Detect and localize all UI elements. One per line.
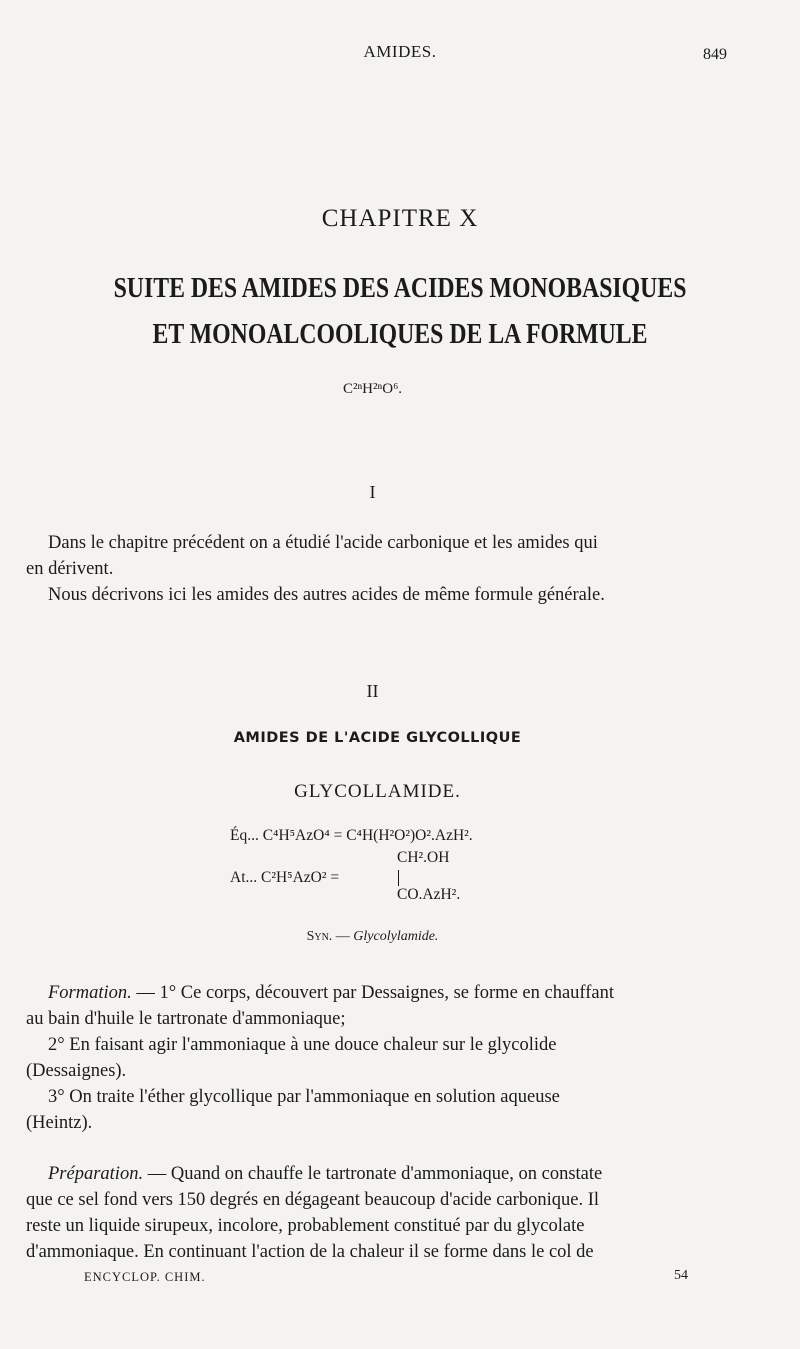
preparation-label: Préparation. [48, 1164, 144, 1184]
text-line: que ce sel fond vers 150 degrés en dégageant beaucoup d'acide carbonique. Il [26, 1190, 599, 1210]
footer-sheet-number: 54 [674, 1268, 688, 1283]
structural-bottom: CO.AzH². [397, 886, 461, 903]
text-line: (Heintz). [26, 1113, 93, 1133]
atomic-formula [230, 869, 339, 887]
text-line: (Dessaignes). [26, 1061, 127, 1081]
syn-dash: — [335, 929, 350, 944]
syn-name: Glycolylamide. [353, 929, 439, 944]
eq-formula: C⁴H⁵AzO⁴ = C⁴H(H²O²)O².AzH². [262, 827, 473, 844]
text-line: — 1° Ce corps, découvert par Dessaignes, se forme en chauffant [136, 983, 615, 1003]
bond-line [398, 870, 399, 886]
text-line: 2° En faisant agir l'ammoniaque à une douce chaleur sur le glycolide [48, 1035, 557, 1055]
chapter-title-line1: SUITE DES AMIDES DES ACIDES MONOBASIQUES [113, 272, 687, 304]
text-line: d'ammoniaque. En continuant l'action de la chaleur il se forme dans le col de [26, 1242, 594, 1262]
chapter-label: CHAPITRE X [321, 205, 479, 232]
at-label: At... [230, 869, 258, 886]
text-line: reste un liquide sirupeux, incolore, probablement constitué par du glycolate [26, 1216, 585, 1236]
chapter-title-line2: ET MONOALCOOLIQUES DE LA FORMULE [152, 318, 648, 350]
section-heading: AMIDES DE L'ACIDE GLYCOLLIQUE [233, 730, 522, 746]
text-line: — Quand on chauffe le tartronate d'ammoniaque, on constate [147, 1164, 603, 1184]
equivalent-formula [230, 827, 473, 845]
compound-name: GLYCOLLAMIDE. [294, 781, 461, 802]
text-line: 3° On traite l'éther glycollique par l'ammoniaque en solution aqueuse [48, 1087, 560, 1107]
footer-signature: ENCYCLOP. CHIM. [84, 1270, 206, 1284]
eq-label: Éq... [230, 827, 259, 844]
running-title: AMIDES. [363, 42, 437, 61]
text-line: au bain d'huile le tartronate d'ammoniaque; [26, 1009, 346, 1029]
section-numeral-2: II [366, 681, 379, 701]
text-line: Dans le chapitre précédent on a étudié l'acide carbonique et les amides qui [48, 533, 598, 553]
structural-top: CH².OH [397, 849, 450, 866]
syn-label: Syn. [306, 929, 333, 944]
formation-paragraph [26, 980, 736, 1136]
intro-paragraph [26, 530, 736, 608]
text-line: Nous décrivons ici les amides des autres acides de même formule générale. [48, 585, 605, 605]
text-line: en dérivent. [26, 559, 114, 579]
formation-label: Formation. [48, 983, 132, 1003]
synonym-line [0, 929, 745, 945]
page-number: 849 [703, 46, 727, 63]
preparation-paragraph [26, 1161, 736, 1265]
at-formula: C²H⁵AzO² = [261, 869, 340, 886]
section-numeral-1: I [369, 482, 376, 502]
general-formula: C²ⁿH²ⁿO⁶. [342, 381, 403, 397]
